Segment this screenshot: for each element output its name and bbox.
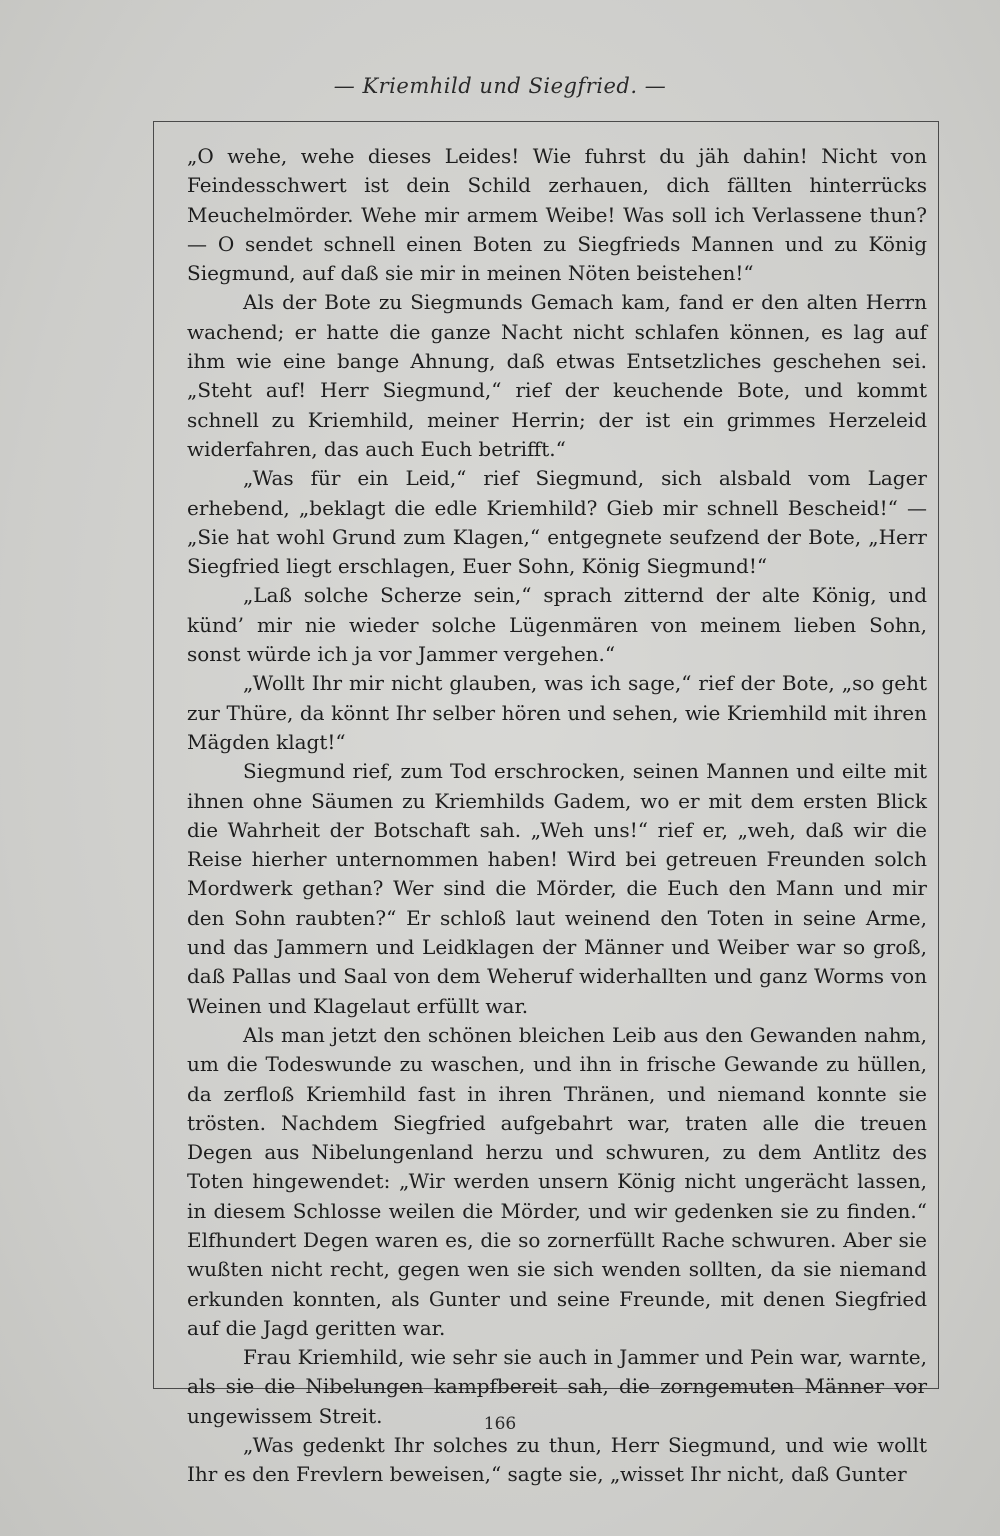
paragraph: „O wehe, wehe dieses Leides! Wie fuhrst du jäh dahin! Nicht von Feindesschwert ist dein Schild zerhauen, dich fällten hinterrücks Meuchelmörder. Wehe mir armem Weibe! Was soll ich Verlassene thun? — O sendet schnell einen Boten zu Siegfrieds Mannen und zu König Siegmund, auf daß sie mir in meinen Nöten beistehen!“ xyxy=(187,144,927,286)
paragraph: Siegmund rief, zum Tod erschrocken, seinen Mannen und eilte mit ihnen ohne Säumen zu Kriemhilds Gadem, wo er mit dem ersten Blick die Wahrheit der Botschaft sah. „Weh uns!“ rief er, „weh, daß wir die Reise hierher unternommen haben! Wird bei getreuen Freunden solch Mordwerk gethan? Wer sind die Mörder, die Euch den Mann und mir den Sohn raubten?“ Er schloß laut weinend den Toten in seine Arme, und das Jammern und Leidklagen der Männer und Weiber war so groß, daß Pallas und Saal von dem Weheruf widerhallten und ganz Worms von Weinen und Klagelaut erfüllt war. xyxy=(187,759,927,1018)
paragraph: Als man jetzt den schönen bleichen Leib aus den Gewanden nahm, um die Todeswunde zu waschen, und ihn in frische Gewande zu hüllen, da zerfloß Kriemhild fast in ihren Thränen, und niemand konnte sie trösten. Nachdem Siegfried aufgebahrt war, traten alle die treuen Degen aus Nibelungenland herzu und schwuren, zu dem Antlitz des Toten hingewendet: „Wir werden unsern König nicht ungerächt lassen, in diesem Schlosse weilen die Mörder, und wir gedenken sie zu finden.“ Elfhundert Degen waren es, die so zornerfüllt Rache schwuren. Aber sie wußten nicht recht, gegen wen sie sich wenden sollten, da sie niemand erkunden konnten, als Gunter und seine Freunde, mit denen Siegfried auf die Jagd geritten war. xyxy=(187,1022,927,1340)
running-title: — Kriemhild und Siegfried. — xyxy=(333,74,667,98)
paragraph: Frau Kriemhild, wie sehr sie auch in Jammer und Pein war, warnte, als sie die Nibelungen kampfbereit sah, die zorngemuten Männer vor ungewissem Streit. xyxy=(187,1345,927,1428)
body-text xyxy=(187,142,927,1490)
page-number: 166 xyxy=(483,1414,517,1434)
paragraph: Als der Bote zu Siegmunds Gemach kam, fand er den alten Herrn wachend; er hatte die ganze Nacht nicht schlafen können, es lag auf ihm wie eine bange Ahnung, daß etwas Entsetzliches geschehen sei. „Steht auf! Herr Siegmund,“ rief der keuchende Bote, und kommt schnell zu Kriemhild, meiner Herrin; der ist ein grimmes Herzeleid widerfahren, das auch Euch betrifft.“ xyxy=(187,290,927,461)
paragraph: „Was gedenkt Ihr solches zu thun, Herr Siegmund, und wie wollt Ihr es den Frevlern beweisen,“ sagte sie, „wisset Ihr nicht, daß Gunter xyxy=(187,1433,927,1487)
paragraph: „Laß solche Scherze sein,“ sprach zitternd der alte König, und künd’ mir nie wieder solche Lügenmären von meinem lieben Sohn, sonst würde ich ja vor Jammer vergehen.“ xyxy=(187,583,927,667)
paragraph: „Was für ein Leid,“ rief Siegmund, sich alsbald vom Lager erhebend, „beklagt die edle Kriemhild? Gieb mir schnell Bescheid!“ — „Sie hat wohl Grund zum Klagen,“ entgegnete seufzend der Bote, „Herr Siegfried liegt erschlagen, Euer Sohn, König Siegmund!“ xyxy=(187,466,927,579)
paragraph: „Wollt Ihr mir nicht glauben, was ich sage,“ rief der Bote, „so geht zur Thüre, da könnt Ihr selber hören und sehen, wie Kriemhild mit ihren Mägden klagt!“ xyxy=(187,671,927,754)
